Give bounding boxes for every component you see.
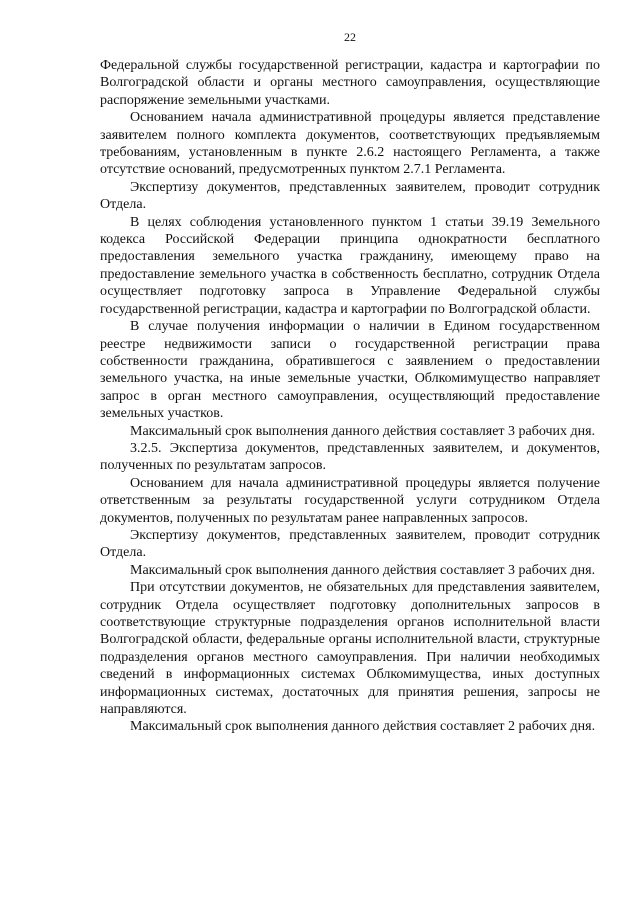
paragraph-6: Максимальный срок выполнения данного действия составляет 3 рабочих дня.: [130, 423, 596, 439]
paragraph-1: Федеральной службы государственной регистрации, кадастра и картографии по Волгоградской области и органы местного самоуправления, осуществляющие распоряжение земельными участками.: [100, 58, 600, 108]
page-number: 22: [344, 30, 356, 44]
paragraph-3: Экспертизу документов, представленных заявителем, проводит сотрудник Отдела.: [100, 179, 600, 213]
paragraph-4: В целях соблюдения установленного пунктом 1 статьи 39.19 Земельного кодекса Российской Федерации принципа однократности бесплатного предоставления земельного участка гражданину, имеющему право на предоставление земельного участка в собственность бесплатно, сотрудник Отдела осуществляет подготовку запроса в Управление Федеральной службы государственной регистрации, кадастра и картографии по Волгоградской области.: [100, 214, 600, 317]
paragraph-10: Максимальный срок выполнения данного действия составляет 3 рабочих дня.: [130, 562, 596, 578]
paragraph-5: В случае получения информации о наличии в Едином государственном реестре недвижимости записи о государственной регистрации права собственности гражданина, обратившегося с заявлением о предоставлении земельного участка, на иные земельные участки, Облкомимущество направляет запрос в орган местного самоуправления, осуществляющий предоставление земельных участков.: [100, 319, 600, 422]
paragraph-2: Основанием начала административной процедуры является представление заявителем полного комплекта документов, соответствующих предъявляемым требованиям, установленным в пункте 2.6.2 настоящего Регламента, а также отсутствие оснований, предусмотренных пунктом 2.7.1 Регламента.: [100, 110, 600, 178]
paragraph-8: Основанием для начала административной процедуры является получение ответственным за результаты государственной услуги сотрудником Отдела документов, полученных по результатам ранее направленных запросов.: [100, 475, 600, 526]
paragraph-9: Экспертизу документов, представленных заявителем, проводит сотрудник Отдела.: [100, 527, 600, 561]
paragraph-12: Максимальный срок выполнения данного действия составляет 2 рабочих дня.: [130, 719, 596, 735]
paragraph-11: При отсутствии документов, не обязательных для представления заявителем, сотрудник Отдела осуществляет подготовку дополнительных запросов в соответствующие структурные подразделения органов исполнительной власти Волгоградской области, федеральные органы исполнительной власти, структурные подразделения органов местного самоуправления. При наличии необходимых сведений в информационных системах Облкомимущества, иных доступных информационных системах, достаточных для принятия решения, запросы не направляются.: [100, 580, 600, 718]
section-heading-3-2-5: 3.2.5. Экспертиза документов, представленных заявителем, и документов, полученных по результатам запросов.: [100, 440, 600, 474]
